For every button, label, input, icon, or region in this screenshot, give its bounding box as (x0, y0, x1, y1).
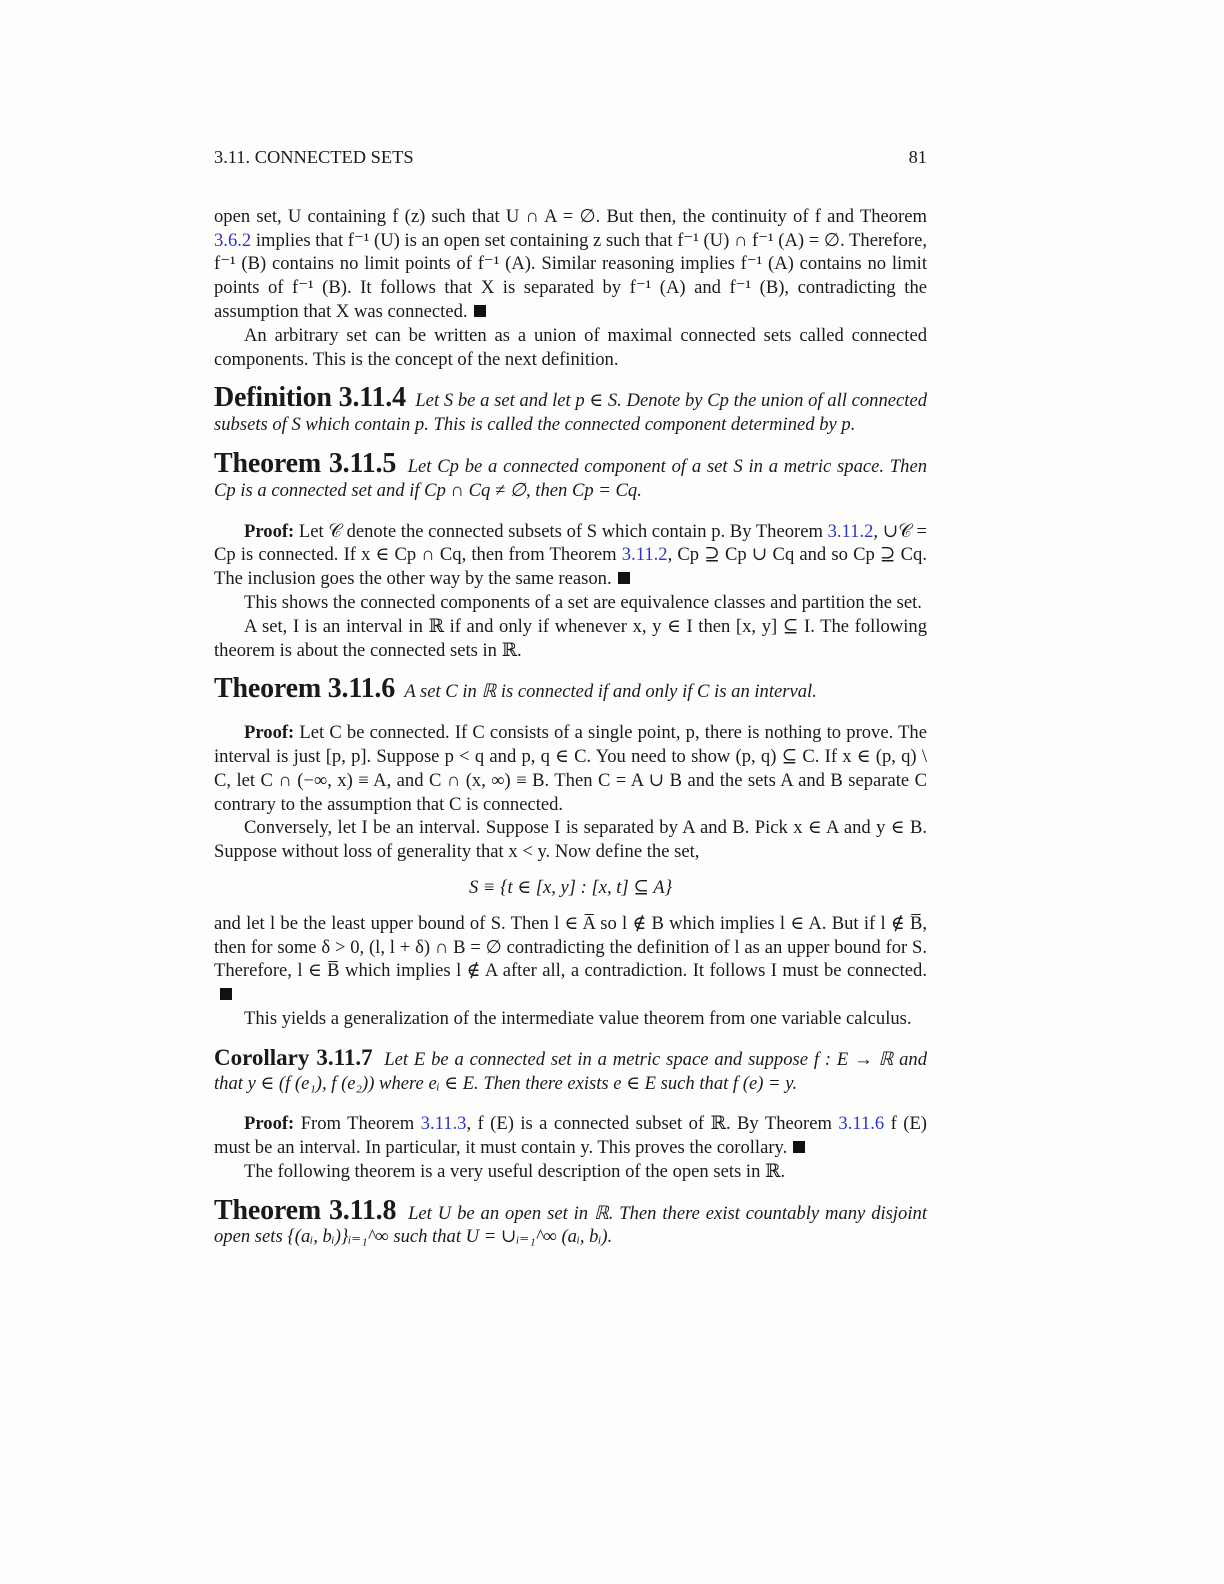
qed-icon (474, 305, 486, 317)
theorem-title: Theorem 3.11.8 (214, 1194, 397, 1226)
theorem-link[interactable]: 3.11.2 (827, 520, 874, 542)
paragraph: A set, I is an interval in ℝ if and only if whenever x, y ∈ I then [x, y] ⊆ I. The following theorem is about the connected sets in ℝ. (214, 615, 927, 661)
paragraph: An arbitrary set can be written as a union of maximal connected sets called connected components. This is the concept of the next definition. (214, 324, 927, 370)
text: and let l be the least upper bound of S. Then l ∈ A̅ so l ∉ B which implies l ∈ A. But if l ∉ B̅, then for some δ > 0, (l, l + δ) ∩ B = ∅ contradicting the definition of l as an upper bound for S. Therefore, l ∈ B̅ which implies l ∉ A after all, a contradiction. It follows I must be connected. (214, 912, 927, 982)
paragraph: This yields a generalization of the intermediate value theorem from one variable calculus. (244, 1007, 912, 1029)
qed-icon (618, 572, 630, 584)
definition-title: Definition 3.11.4 (214, 382, 406, 414)
theorem-link[interactable]: 3.11.3 (420, 1113, 467, 1135)
theorem-3-11-6 (214, 673, 927, 705)
theorem-title: Theorem 3.11.6 (214, 673, 396, 705)
theorem-link[interactable]: 3.11.2 (621, 544, 668, 566)
paragraph: This shows the connected components of a set are equivalence classes and partition the set. (244, 591, 922, 613)
text: From Theorem (294, 1113, 421, 1135)
page-number: 81 (908, 147, 927, 167)
display-equation: S ≡ {t ∈ [x, y] : [x, t] ⊆ A} (468, 876, 673, 898)
paragraph: The following theorem is a very useful description of the open sets in ℝ. (244, 1160, 786, 1182)
text: , ∪𝒞 = Cp is connected. If x ∈ Cp ∩ Cq, then from Theorem (214, 520, 927, 566)
qed-icon (220, 988, 232, 1000)
definition-body: Let S be a set and let p ∈ S. Denote by Cp the union of all connected subsets of S which contain p. This is called the connected component determined by p. (214, 390, 928, 436)
paragraph (214, 912, 927, 1007)
qed-icon (793, 1141, 805, 1153)
text: Let 𝒞 denote the connected subsets of S which contain p. By Theorem (294, 520, 828, 542)
theorem-body: Let U be an open set in ℝ. Then there exist countably many disjoint open sets {(aᵢ, bᵢ)}ᵢ₌₁^∞ such that U = ∪ᵢ₌₁^∞ (aᵢ, bᵢ). (214, 1202, 927, 1248)
corollary-body: Let E be a connected set in a metric space and suppose f : E → ℝ and that y ∈ (f (e₁), f (e₂)) where eᵢ ∈ E. Then there exists e ∈ E such that f (e) = y. (214, 1048, 927, 1094)
proof-3-11-6 (214, 721, 927, 816)
text: open set, U containing f (z) such that U ∩ A = ∅. But then, the continuity of f and Theorem (214, 205, 927, 227)
theorem-3-11-5 (214, 447, 927, 503)
running-header (214, 146, 927, 170)
theorem-link[interactable]: 3.11.6 (838, 1113, 885, 1135)
proof-heading: Proof: (244, 1113, 295, 1135)
theorem-3-11-8 (214, 1194, 927, 1250)
theorem-title: Theorem 3.11.5 (214, 447, 397, 479)
proof-3-11-7 (214, 1112, 927, 1160)
theorem-body: Let Cp be a connected component of a set S in a metric space. Then Cp is a connected set and if Cp ∩ Cq ≠ ∅, then Cp = Cq. (214, 455, 927, 501)
page-content (214, 146, 927, 1249)
text: , Cp ⊇ Cp ∪ Cq and so Cp ⊇ Cq. The inclusion goes the other way by the same reason. (214, 544, 927, 590)
paragraph: Conversely, let I be an interval. Suppose I is separated by A and B. Pick x ∈ A and y ∈ B. Suppose without loss of generality that x < y. Now define the set, (214, 817, 927, 863)
proof-heading: Proof: (244, 722, 295, 744)
theorem-body: A set C in ℝ is connected if and only if C is an interval. (404, 681, 817, 703)
corollary-3-11-7 (214, 1046, 927, 1096)
proof-3-11-5 (214, 520, 927, 591)
proof-heading: Proof: (244, 520, 295, 542)
corollary-title: Corollary 3.11.7 (214, 1044, 373, 1070)
text: , f (E) is a connected subset of ℝ. By Theorem (466, 1113, 839, 1135)
theorem-link[interactable]: 3.6.2 (214, 229, 252, 251)
text: implies that f⁻¹ (U) is an open set containing z such that f⁻¹ (U) ∩ f⁻¹ (A) = ∅. Therefore, f⁻¹ (B) contains no limit points of f⁻¹ (A). Similar reasoning implies f⁻¹ (A) contains no limit points of f⁻¹ (B). It follows that X is separated by f⁻¹ (A) and f⁻¹ (B), contradicting the assumption that X was connected. (214, 229, 927, 322)
text: f (E) must be an interval. In particular, it must contain y. This proves the corollary. (214, 1113, 927, 1159)
section-title: 3.11. CONNECTED SETS (214, 147, 414, 167)
definition-3-11-4 (214, 382, 928, 437)
text: Let C be connected. If C consists of a single point, p, there is nothing to prove. The interval is just [p, p]. Suppose p < q and p, q ∈ C. You need to show (p, q) ⊆ C. If x ∈ (p, q) \ C, let C ∩ (−∞, x) ≡ A, and C ∩ (x, ∞) ≡ B. Then C = A ∪ B and the sets A and B separate C contrary to the assumption that C is connected. (214, 722, 927, 815)
paragraph-proof-end (214, 205, 927, 324)
